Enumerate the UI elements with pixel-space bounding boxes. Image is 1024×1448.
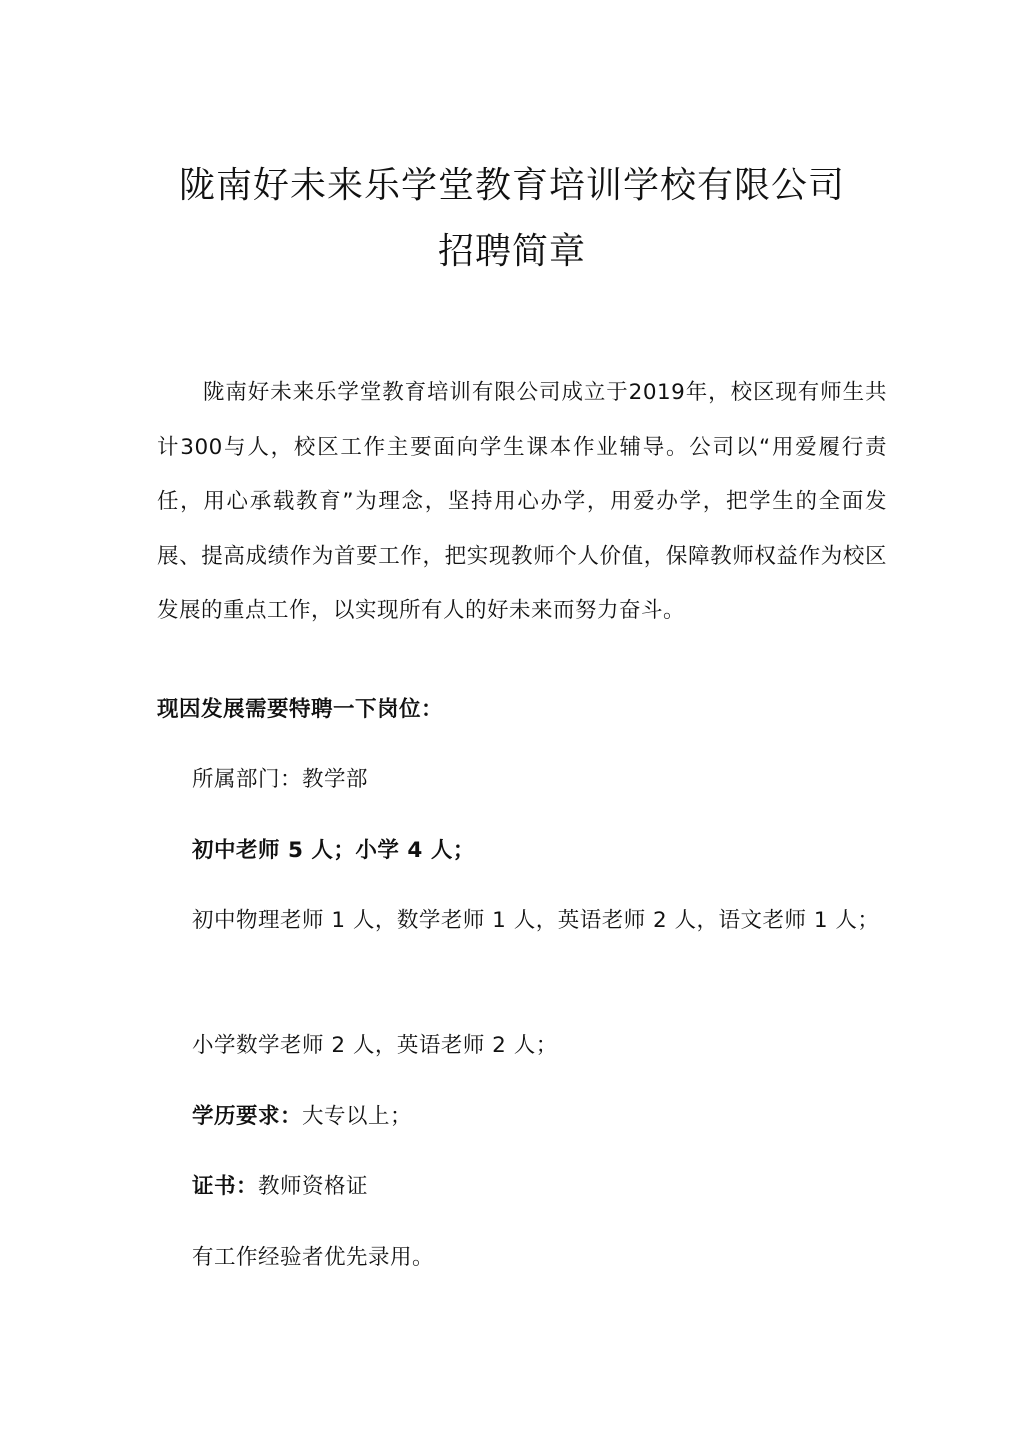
document-title: 陇南好未来乐学堂教育培训学校有限公司 xyxy=(178,165,845,206)
middle-school-positions: 初中物理老师 1 人，数学老师 1 人，英语老师 2 人，语文老师 1 人； xyxy=(192,908,880,933)
headcount-line: 初中老师 5 人；小学 4 人； xyxy=(192,838,475,863)
education-requirement xyxy=(192,1101,412,1133)
company-intro-paragraph: 陇南好未来乐学堂教育培训有限公司成立于2019年，校区现有师生共计300与人，校区工作主要面向学生课本作业辅导。公司以“用爱履行责任，用心承载教育”为理念，坚持用心办学，用爱办学，把学生的全面发展、提高成绩作为首要工作，把实现教师个人价值，保障教师权益作为校区发展的重点工作，以实现所有人的好未来而努力奋斗。 xyxy=(157,380,887,623)
certificate-requirement xyxy=(192,1171,368,1203)
education-value: 大专以上； xyxy=(302,1104,413,1129)
certificate-value: 教师资格证 xyxy=(258,1174,369,1199)
document-subtitle: 招聘简章 xyxy=(437,231,586,272)
primary-school-positions: 小学数学老师 2 人，英语老师 2 人； xyxy=(192,1033,558,1058)
department-line: 所属部门：教学部 xyxy=(192,767,369,792)
experience-note: 有工作经验者优先录用。 xyxy=(192,1245,435,1270)
certificate-label: 证书： xyxy=(192,1174,259,1199)
positions-heading: 现因发展需要特聘一下岗位： xyxy=(157,697,444,722)
education-label: 学历要求： xyxy=(192,1104,303,1129)
